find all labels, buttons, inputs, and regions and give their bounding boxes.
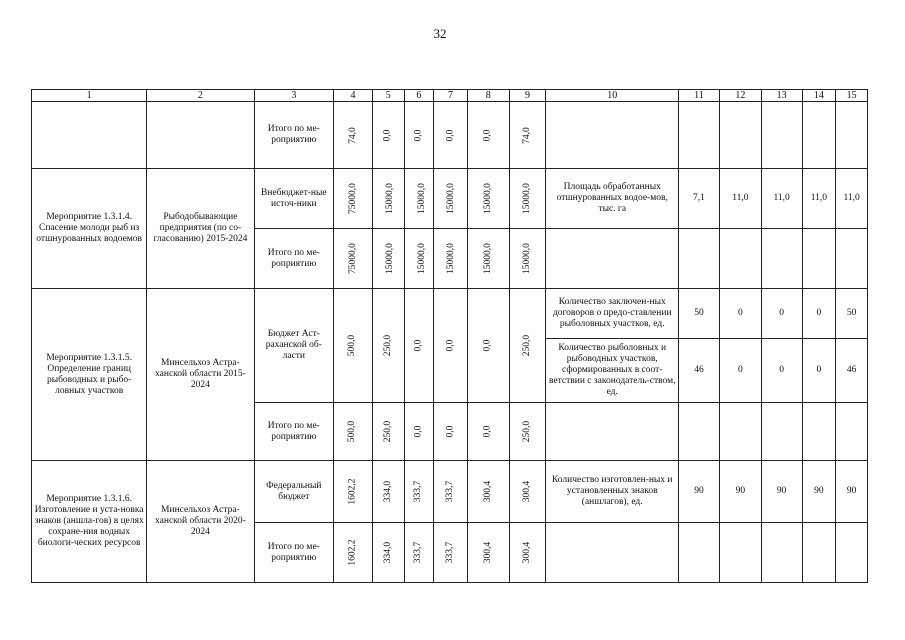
- indicator-cell: Площадь обработанных отшнурованных водое-мов, тыс. га: [546, 169, 679, 229]
- value-cell: 333,7: [404, 461, 434, 523]
- target-cell: 90: [679, 461, 720, 523]
- value-cell: 15000,0: [467, 169, 509, 229]
- header-row: [32, 90, 868, 102]
- column-header: 15: [836, 90, 868, 102]
- value-cell: 15000,0: [372, 229, 404, 289]
- value-cell: 0,0: [404, 102, 434, 169]
- target-cell: 11,0: [761, 169, 802, 229]
- target-cell: 11,0: [836, 169, 868, 229]
- value-cell: 0,0: [467, 289, 509, 403]
- target-cell: 46: [836, 339, 868, 403]
- value-cell: 0,0: [404, 289, 434, 403]
- value-cell: 250,0: [372, 289, 404, 403]
- target-cell: [679, 229, 720, 289]
- target-cell: [719, 523, 761, 583]
- target-cell: [836, 102, 868, 169]
- indicator-cell: [546, 229, 679, 289]
- table-row: [32, 169, 868, 229]
- value-cell: 500,0: [334, 289, 373, 403]
- value-cell: 15000,0: [372, 169, 404, 229]
- value-cell: 1602,2: [334, 523, 373, 583]
- indicator-cell: Количество заключен-ных договоров о предо-ставлении рыболовных участков, ед.: [546, 289, 679, 339]
- value-cell: 300,4: [467, 523, 509, 583]
- executor-cell: Минсельхоз Астра-ханской области 2020-2024: [147, 461, 254, 583]
- column-header: 10: [546, 90, 679, 102]
- value-cell: 0,0: [434, 102, 468, 169]
- source-cell: Итого по ме-роприятию: [254, 523, 334, 583]
- source-cell: Внебюджет-ные источ-ники: [254, 169, 334, 229]
- column-header: 8: [467, 90, 509, 102]
- column-header: 13: [761, 90, 802, 102]
- value-cell: 0,0: [434, 289, 468, 403]
- target-cell: [836, 229, 868, 289]
- value-cell: 15000,0: [404, 229, 434, 289]
- column-header: 3: [254, 90, 334, 102]
- target-cell: [761, 403, 802, 461]
- value-cell: 0,0: [372, 102, 404, 169]
- target-cell: 46: [679, 339, 720, 403]
- target-cell: [802, 403, 836, 461]
- target-cell: 0: [719, 339, 761, 403]
- value-cell: 0,0: [434, 403, 468, 461]
- value-cell: 333,7: [434, 461, 468, 523]
- value-cell: 334,0: [372, 461, 404, 523]
- page-number: 32: [433, 26, 447, 41]
- value-cell: 15000,0: [434, 229, 468, 289]
- target-cell: [719, 403, 761, 461]
- value-cell: 333,7: [404, 523, 434, 583]
- value-cell: 15000,0: [404, 169, 434, 229]
- column-header: 9: [509, 90, 546, 102]
- column-header: 12: [719, 90, 761, 102]
- target-cell: [679, 102, 720, 169]
- column-header: 6: [404, 90, 434, 102]
- target-cell: 50: [836, 289, 868, 339]
- column-header: 2: [147, 90, 254, 102]
- target-cell: [836, 403, 868, 461]
- source-cell: Итого по ме-роприятию: [254, 229, 334, 289]
- target-cell: 50: [679, 289, 720, 339]
- target-cell: 90: [761, 461, 802, 523]
- value-cell: 0,0: [467, 102, 509, 169]
- measure-cell: [32, 102, 147, 169]
- target-cell: [802, 229, 836, 289]
- value-cell: 0,0: [404, 403, 434, 461]
- target-cell: 90: [719, 461, 761, 523]
- value-cell: 74,0: [334, 102, 373, 169]
- executor-cell: Минсельхоз Астра-ханской области 2015-2024: [147, 289, 254, 461]
- target-cell: 0: [719, 289, 761, 339]
- column-header: 5: [372, 90, 404, 102]
- value-cell: 300,4: [509, 523, 546, 583]
- table-row: [32, 461, 868, 523]
- value-cell: 74,0: [509, 102, 546, 169]
- target-cell: 90: [836, 461, 868, 523]
- value-cell: 250,0: [509, 289, 546, 403]
- indicator-cell: Количество изготовлен-ных и установленных знаков (аншлагов), ед.: [546, 461, 679, 523]
- target-cell: 0: [761, 339, 802, 403]
- target-cell: 0: [802, 339, 836, 403]
- value-cell: 250,0: [509, 403, 546, 461]
- value-cell: 15000,0: [467, 229, 509, 289]
- value-cell: 1602,2: [334, 461, 373, 523]
- executor-cell: [147, 102, 254, 169]
- source-cell: Итого по ме-роприятию: [254, 102, 334, 169]
- value-cell: 300,4: [509, 461, 546, 523]
- source-cell: Бюджет Аст-раханской об-ласти: [254, 289, 334, 403]
- measure-cell: Мероприятие 1.3.1.6. Изготовление и уста-новка знаков (аншла-гов) в целях сохране-ния водных биологи-ческих ресурсов: [32, 461, 147, 583]
- measure-cell: Мероприятие 1.3.1.5. Определение границ рыбоводных и рыбо-ловных участков: [32, 289, 147, 461]
- value-cell: 334,0: [372, 523, 404, 583]
- value-cell: 15000,0: [509, 229, 546, 289]
- target-cell: 11,0: [802, 169, 836, 229]
- target-cell: [761, 523, 802, 583]
- table-row: [32, 289, 868, 339]
- target-cell: [802, 102, 836, 169]
- target-cell: [719, 229, 761, 289]
- table-row: [32, 102, 868, 169]
- value-cell: 15000,0: [434, 169, 468, 229]
- target-cell: 11,0: [719, 169, 761, 229]
- indicator-cell: [546, 403, 679, 461]
- target-cell: [802, 523, 836, 583]
- indicator-cell: Количество рыболовных и рыбоводных участков, сформированных в соот-ветствии с законодатель-ством, ед.: [546, 339, 679, 403]
- target-cell: [679, 403, 720, 461]
- source-cell: Итого по ме-роприятию: [254, 403, 334, 461]
- value-cell: 75000,0: [334, 169, 373, 229]
- value-cell: 250,0: [372, 403, 404, 461]
- value-cell: 333,7: [434, 523, 468, 583]
- executor-cell: Рыбодобывающие предприятия (по со-гласованию) 2015-2024: [147, 169, 254, 289]
- value-cell: 300,4: [467, 461, 509, 523]
- target-cell: 0: [802, 289, 836, 339]
- column-header: 11: [679, 90, 720, 102]
- value-cell: 75000,0: [334, 229, 373, 289]
- target-cell: [761, 229, 802, 289]
- target-cell: 0: [761, 289, 802, 339]
- target-cell: 90: [802, 461, 836, 523]
- program-table: [31, 89, 868, 583]
- target-cell: [761, 102, 802, 169]
- value-cell: 500,0: [334, 403, 373, 461]
- indicator-cell: [546, 523, 679, 583]
- source-cell: Федеральный бюджет: [254, 461, 334, 523]
- column-header: 14: [802, 90, 836, 102]
- value-cell: 15000,0: [509, 169, 546, 229]
- indicator-cell: [546, 102, 679, 169]
- column-header: 4: [334, 90, 373, 102]
- target-cell: [836, 523, 868, 583]
- value-cell: 0,0: [467, 403, 509, 461]
- target-cell: [679, 523, 720, 583]
- target-cell: [719, 102, 761, 169]
- target-cell: 7,1: [679, 169, 720, 229]
- column-header: 7: [434, 90, 468, 102]
- measure-cell: Мероприятие 1.3.1.4. Спасение молоди рыб из отшнурованных водоемов: [32, 169, 147, 289]
- column-header: 1: [32, 90, 147, 102]
